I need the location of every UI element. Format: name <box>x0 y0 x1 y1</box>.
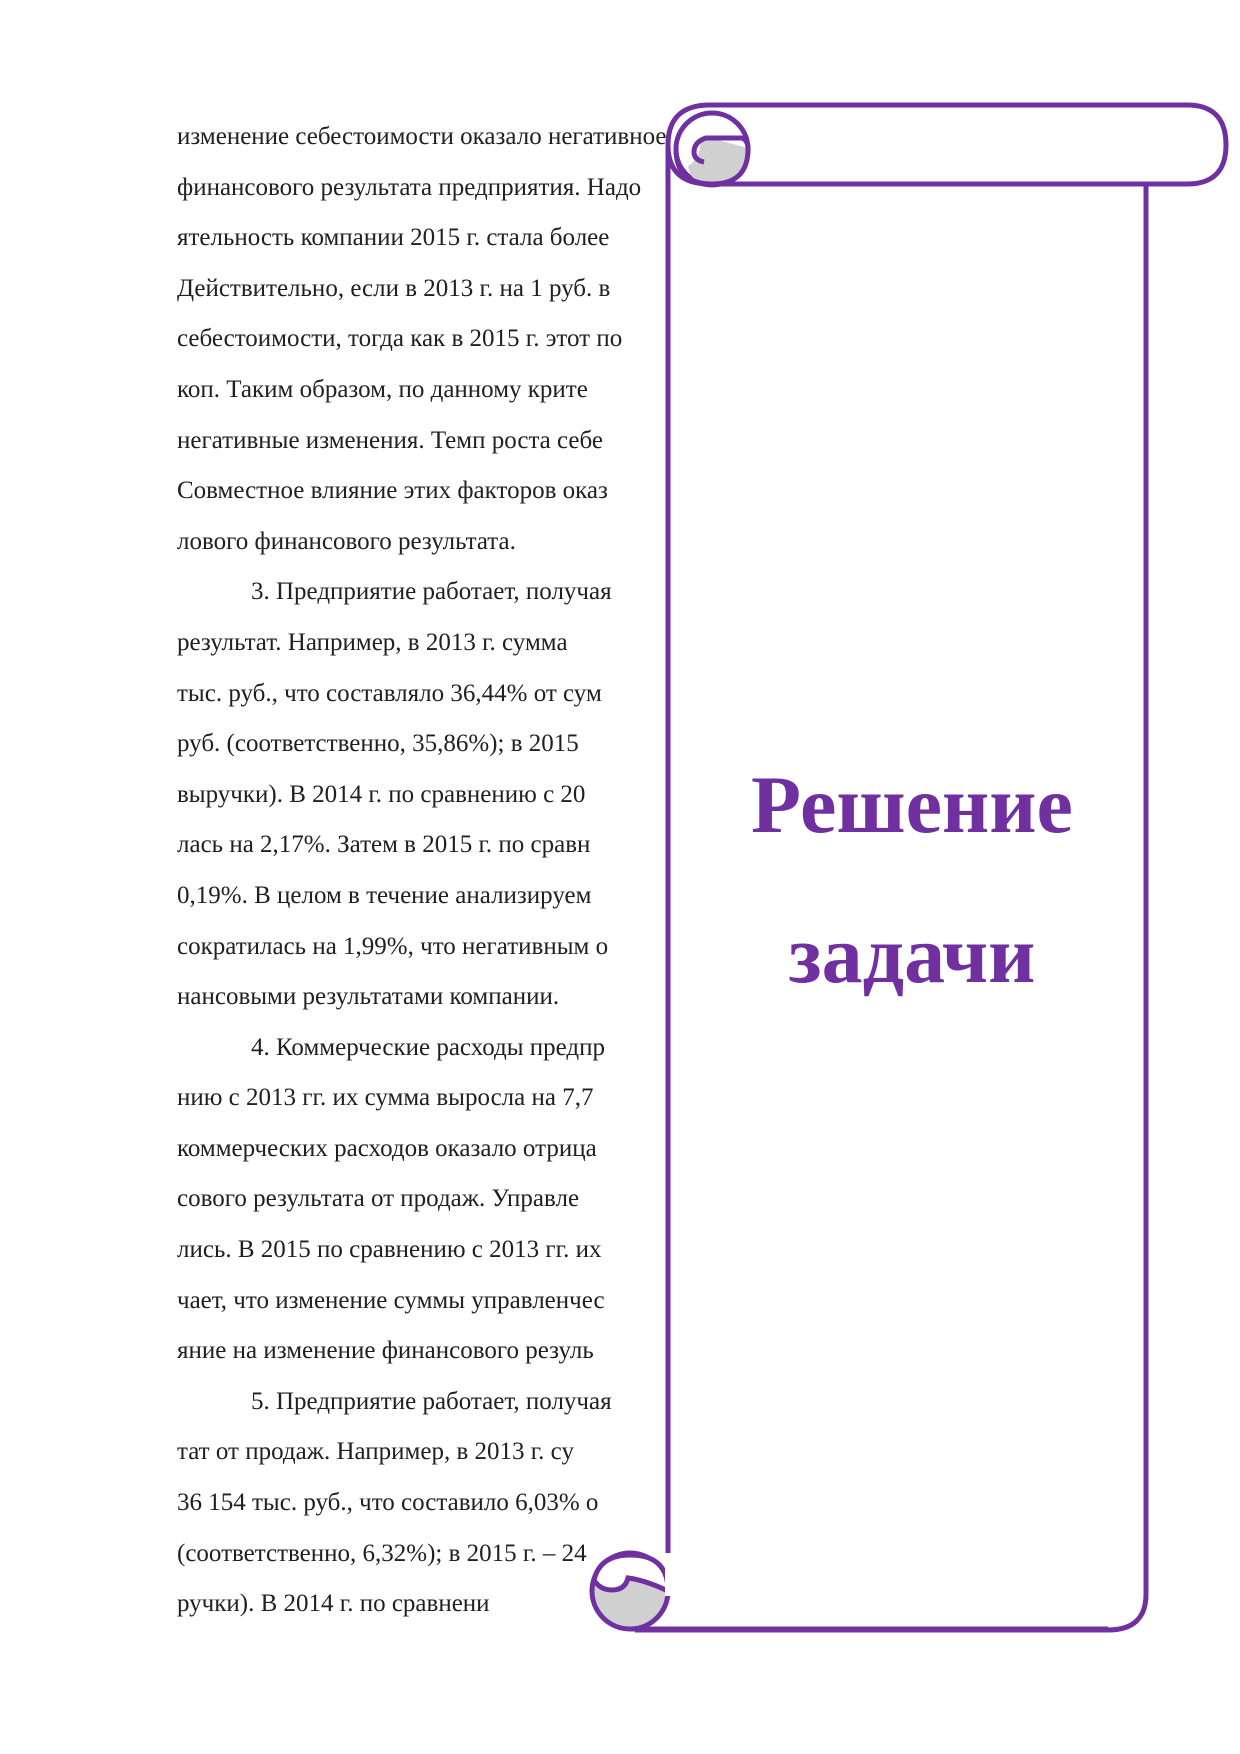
banner-title <box>672 730 1152 1030</box>
text-line: 4. Коммерческие расходы предпр <box>251 1033 606 1061</box>
text-line: тат от продаж. Например, в 2013 г. су <box>177 1438 574 1466</box>
text-line: ручки). В 2014 г. по сравнени <box>177 1590 490 1618</box>
text-line: (соответственно, 6,32%); в 2015 г. – 24 <box>177 1539 587 1567</box>
text-line: лась на 2,17%. Затем в 2015 г. по сравн <box>177 831 591 859</box>
text-line: выручки). В 2014 г. по сравнению с 20 <box>177 780 586 808</box>
text-line: 5. Предприятие работает, получая <box>251 1387 612 1415</box>
text-line: лового финансового результата. <box>177 527 516 555</box>
text-line: сового результата от продаж. Управле <box>177 1185 580 1213</box>
text-line: изменение себестоимости оказало негативное <box>177 123 667 150</box>
text-line: себестоимости, тогда как в 2015 г. этот по <box>177 325 623 353</box>
banner-title-line-2: задачи <box>788 909 1036 1000</box>
text-line: руб. (соответственно, 35,86%); в 2015 <box>177 730 579 758</box>
text-line: лись. В 2015 по сравнению с 2013 гг. их <box>177 1236 602 1264</box>
text-line: финансового результата предприятия. Надо <box>177 173 642 201</box>
text-line: ятельность компании 2015 г. стала более <box>177 224 610 252</box>
text-line: коммерческих расходов оказало отрица <box>177 1134 597 1162</box>
text-line: негативные изменения. Темп роста себе <box>177 426 604 454</box>
text-line: нию с 2013 гг. их сумма выросла на 7,7 <box>177 1084 594 1112</box>
banner-title-line-1: Решение <box>751 759 1073 850</box>
text-line: чает, что изменение суммы управленчес <box>177 1286 605 1314</box>
text-line: Совместное влияние этих факторов оказ <box>177 477 608 505</box>
text-line: коп. Таким образом, по данному крите <box>177 375 588 403</box>
text-line: Действительно, если в 2013 г. на 1 руб. в <box>177 274 611 302</box>
text-line: нансовыми результатами компании. <box>177 983 560 1011</box>
text-line: яние на изменение финансового резуль <box>177 1337 594 1365</box>
text-line: 3. Предприятие работает, получая <box>251 578 612 606</box>
text-line: 36 154 тыс. руб., что составило 6,03% о <box>177 1489 599 1517</box>
scroll-top-roll <box>668 105 1226 184</box>
text-line: тыс. руб., что составляло 36,44% от сум <box>177 679 602 707</box>
text-line: результат. Например, в 2013 г. сумма <box>177 628 568 656</box>
text-line: 0,19%. В целом в течение анализируем <box>177 881 592 909</box>
text-line: сократилась на 1,99%, что негативным о <box>177 932 609 960</box>
